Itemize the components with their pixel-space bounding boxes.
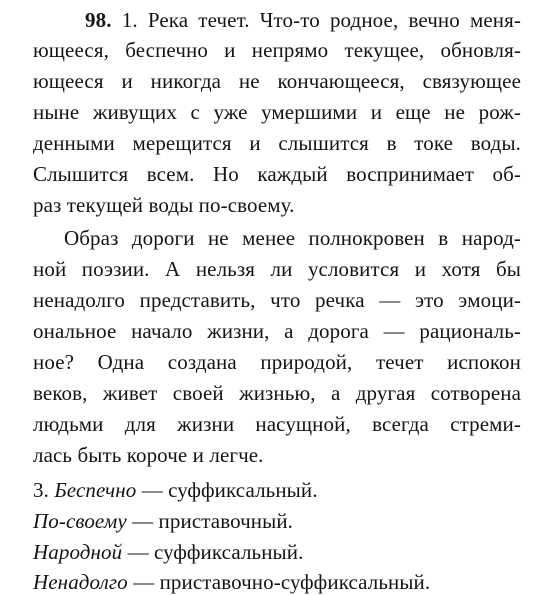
p2-line-3	[33, 288, 521, 312]
p2-line-1-text: Образ дороги не менее полнокровен в народ-	[64, 226, 521, 250]
answer-3	[33, 540, 303, 564]
p2-line-4-text: ональное начало жизни, а дорога — рациональ-	[33, 319, 521, 343]
answer-1-word: Беспечно	[54, 478, 137, 502]
p1-line-2	[33, 38, 521, 62]
p1-line-6	[33, 162, 521, 186]
p1-line-6-text: Слышится всем. Но каждый воспринимает об-	[33, 162, 521, 186]
p2-line-7	[33, 412, 521, 436]
p1-line-2-text: ющееся, беспечно и непрямо текущее, обновля-	[33, 38, 521, 62]
p2-line-2-text: ной поэзии. А нельзя ли условится и хотя бы	[33, 257, 521, 281]
p1-line-7	[33, 193, 295, 217]
answer-4-rest: — приставочно-суффиксальный.	[127, 570, 431, 594]
p2-line-5	[33, 350, 521, 374]
answers-marker: 3.	[33, 478, 49, 502]
p2-line-1	[64, 226, 521, 250]
answer-4	[33, 570, 430, 594]
exercise-number: 98.	[85, 8, 112, 32]
p1-line-3-text: ющееся и никогда не кончающееся, связующее	[33, 69, 521, 93]
p2-line-8-text: лась быть короче и легче.	[33, 443, 264, 467]
answer-2-word: По-своему	[33, 509, 127, 533]
answer-2	[33, 509, 293, 533]
p1-line-7-text: раз текущей воды по-своему.	[33, 193, 295, 217]
p1-line-5	[33, 131, 521, 155]
answer-3-word: Народной	[33, 540, 123, 564]
answer-4-word: Ненадолго	[33, 570, 128, 594]
p1-line-1-text: Река течет. Что-то родное, вечно меня-	[147, 8, 521, 32]
p2-line-6	[33, 381, 521, 405]
p2-line-2	[33, 257, 521, 281]
p1-line-5-text: денными мерещится и слышится в токе воды.	[33, 131, 521, 155]
answer-1-rest: — суффиксальный.	[136, 478, 318, 502]
p2-line-7-text: людьми для жизни насущной, всегда стреми-	[33, 412, 521, 436]
p1-line-3	[33, 69, 521, 93]
p2-line-5-text: ное? Одна создана природой, течет испокон	[33, 350, 521, 374]
answer-3-rest: — суффиксальный.	[122, 540, 304, 564]
answer-1	[33, 478, 318, 502]
p1-line-1	[85, 8, 521, 32]
p1-marker: 1.	[121, 8, 138, 32]
p2-line-8	[33, 443, 264, 467]
p1-line-4-text: ныне живущих с уже умершими и еще не рож-	[33, 100, 521, 124]
p2-line-3-text: ненадолго представить, что речка — это эмоци-	[33, 288, 521, 312]
p2-line-4	[33, 319, 521, 343]
answer-2-rest: — приставочный.	[126, 509, 294, 533]
p2-line-6-text: веков, живет своей жизнью, а другая сотворена	[33, 381, 521, 405]
p1-line-4	[33, 100, 521, 124]
